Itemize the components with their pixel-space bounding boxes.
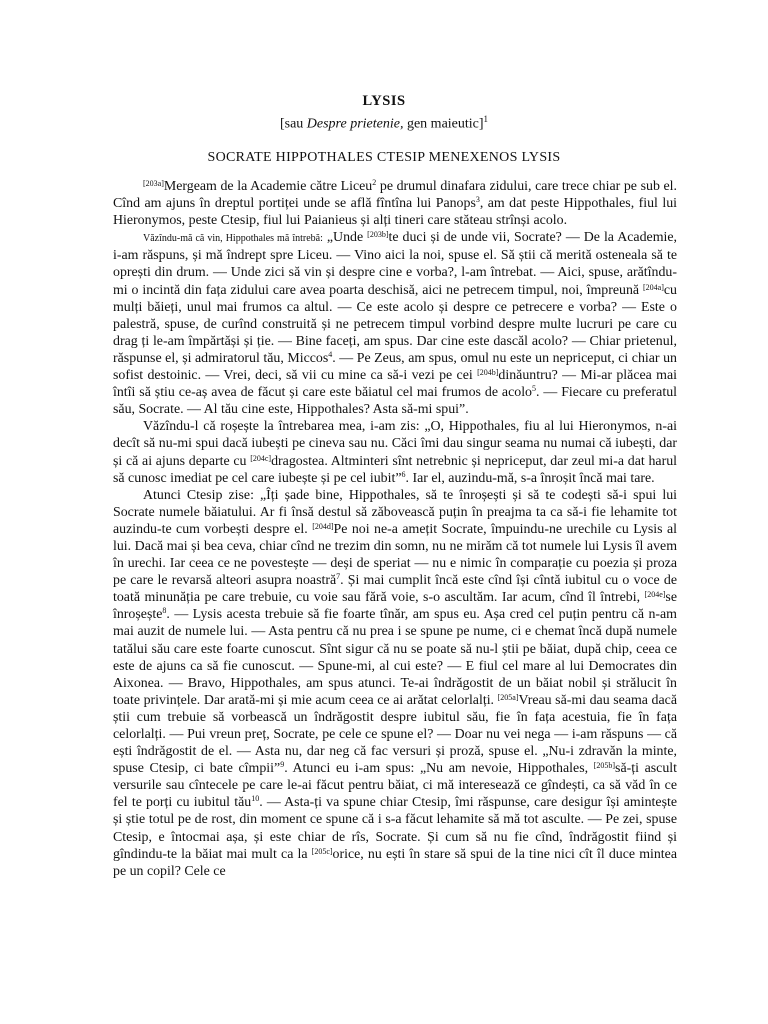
text-run: . Atunci eu i-am spus: „Nu am nevoie, Hippothales, bbox=[284, 761, 594, 777]
text-run: . Și mai cumplit încă este cînd își cîntă iubitul cu o voce de toată minunăția pe care trebuie, cu voie sau fără voie, s-o ascultăm. Iar acum, cînd îl întrebi, bbox=[113, 573, 677, 606]
stephanus-marker: [204b] bbox=[477, 368, 499, 378]
text-run: dinăuntru? — Mi-ar plăcea mai întîi să știu ce-aș avea de făcut și care este băiatul cel mai frumos de acolo bbox=[113, 368, 678, 401]
stephanus-marker: [203b] bbox=[367, 230, 389, 240]
footnote-ref[interactable]: 3 bbox=[475, 195, 480, 205]
text-run: . — Pe Zeus, am spus, omul nu este un nepriceput, ci chiar un sofist destoinic. — Vrei, deci, să vii cu mine ca să-i vezi pe cei bbox=[113, 350, 677, 384]
document-title: LYSIS bbox=[362, 93, 406, 109]
document-header bbox=[0, 92, 768, 134]
small-intro-text: Văzîndu-mă că vin, Hippothales mă întrebă: bbox=[143, 233, 323, 245]
footnote-ref[interactable]: 8 bbox=[162, 606, 167, 616]
paragraph bbox=[113, 418, 677, 486]
text-run: Vreau să-mi dau seama dacă știi cum trebuie să vorbească un îndrăgostit despre iubitul său, fie în fața acestuia, fie în fața celorlalți. — Pui vreun preț, Socrate, pe cele ce spune el? — Doar nu vei nega — i-am răspuns — că ești îndrăgostit de el. — Asta nu, dar neg că fac versuri și proză, spuse el. „Nu-i zdravăn la minte, spuse Ctesip, ci bate cîmpii” bbox=[113, 692, 677, 777]
text-run: Mergeam de la Academie către Liceu bbox=[163, 179, 373, 194]
text-run: . — Fiecare cu preferatul său, Socrate. — Al tău cine este, Hippothales? Asta să-mi spui”. bbox=[113, 385, 678, 418]
text-run: dragostea. Altminteri sînt netrebnic și nepriceput, dar zeul mi-a dat harul să cunosc imediat pe cel care iubește și pe cel iubit” bbox=[113, 453, 677, 486]
paragraph bbox=[113, 229, 677, 418]
stephanus-marker: [204d] bbox=[312, 521, 334, 531]
paragraph bbox=[113, 178, 677, 229]
text-run: Văzîndu-l că roșește la întrebarea mea, i-am zis: „O, Hippothales, fiu al lui Hieronymos, n-ai decît să nu-mi spui dacă iubești pe cineva sau nu. Căci îmi dau singur seama nu numai că iubești, dar și că ai ajuns departe cu bbox=[113, 419, 677, 469]
text-run: te duci și de unde vii, Socrate? — De la Academie, i-am răspuns, și mă îndrept spre Liceu. — Vino aici la noi, spuse el. Să știi că merită osteneala să te oprești din drum. — Unde zici să vin și despre cine e vorba?, l-am întrebat. — Aici, spuse, arătîndu-mi o incintă din fața zidului care avea poarta deschisă, aici ne petrecem timpul, noi, împreună bbox=[113, 230, 677, 298]
subtitle-prefix: [sau bbox=[279, 116, 307, 132]
text-run: . — Asta-ți va spune chiar Ctesip, îmi răspunse, care desigur își amintește și știe totul pe de rost, din moment ce spune că i s-a făcut lehamite să mă tot asculte. — Pe zei, spuse Ctesip, e întocmai așa, și este chiar de rîs, Socrate. Și cum să nu fie cînd, îndrăgostit fiind și gîndindu-te la băiat mai mult ca la bbox=[113, 795, 677, 862]
text-run: , am dat peste Hippothales, fiul lui Hieronymos, peste Ctesip, fiul lui Paianieus și alți tineri care stăteau strînși acolo. bbox=[113, 196, 678, 229]
text-run: . — Lysis acesta trebuie să fie foarte tînăr, am spus eu. Așa cred cel puțin pentru că n-am mai auzit de numele lui. — Asta pentru că nu prea i se spune pe nume, ci e chemat încă după numele tatălui său care este foarte cunoscut. Sînt sigur că nu se poate să nu-l știi pe băiat, după chip, ceea ce este de ajuns ca să fie cunoscut. — Spune-mi, al cui este? — E fiul cel mare al lui Democrates din Aixonea. — Bravo, Hippothales, am spus atunci. Te-ai îndrăgostit de un băiat nobil și strălucit în toate privințele. Dar arată-mi și mie acum ceea ce ai arătat celorlalți. bbox=[113, 607, 677, 708]
speakers-list: SOCRATE HIPPOTHALES CTESIP MENEXENOS LYSIS bbox=[207, 150, 561, 165]
text-run: . Iar el, auzindu-mă, s-a înroșit încă mai tare. bbox=[405, 470, 655, 486]
stephanus-marker: [204a] bbox=[642, 282, 664, 292]
text-run: Atunci Ctesip zise: „Îți șade bine, Hippothales, să te înroșești și să te codești să-i spui lui Socrate numele băiatului. Ar fi însă destul să zăbovească puțin în preajma ta ca să-i fie lehamite tot auzindu-te cum vorbești despre el. bbox=[113, 487, 677, 537]
text-run: „Unde bbox=[322, 230, 368, 246]
document-body bbox=[113, 178, 677, 880]
stephanus-marker: [205c] bbox=[311, 846, 333, 856]
subtitle-suffix: gen maieutic] bbox=[403, 116, 484, 132]
footnote-ref[interactable]: 9 bbox=[280, 760, 285, 770]
paragraph bbox=[113, 487, 677, 880]
stephanus-marker: [203a] bbox=[143, 179, 164, 188]
footnote-ref[interactable]: 10 bbox=[251, 794, 260, 804]
footnote-ref[interactable]: 1 bbox=[483, 114, 489, 124]
document-subtitle bbox=[0, 110, 768, 134]
text-run: se înroșește bbox=[113, 590, 677, 623]
text-run: orice, nu ești în stare să spui de la tine nici cît îl duce mintea pe un copil? Cele ce bbox=[113, 846, 677, 879]
text-run: să-ți ascult versurile sau cîntecele pe care le-ai făcut pentru băiat, ci mă interesează ce gîndești, ca să văd în ce fel te porți cu iubitul tău bbox=[113, 761, 677, 811]
stephanus-marker: [205a] bbox=[497, 692, 519, 702]
footnote-ref[interactable]: 4 bbox=[328, 349, 333, 359]
subtitle-italic: Despre prietenie, bbox=[306, 116, 404, 132]
text-run: pe drumul dinafara zidului, care trece chiar pe sub el. Cînd am ajuns în dreptul portiței unde se află fîntîna lui Panops bbox=[113, 179, 678, 212]
text-run: Pe noi ne-a amețit Socrate, împuindu-ne urechile cu Lysis al lui. Dacă mai și bea ceva, chiar cînd ne trezim din somn, nu ne mirăm că tot numele lui Lysis îl avem în urechi. Iar ceea ce ne povestește — deși de speriat — nu e nimic în comparație cu poezia și proza pe care le revarsă alteori asupra noastră bbox=[113, 521, 677, 589]
stephanus-marker: [204e] bbox=[644, 590, 666, 600]
footnote-ref[interactable]: 7 bbox=[336, 572, 341, 582]
footnote-ref[interactable]: 2 bbox=[372, 178, 377, 187]
text-run: cu mulți băieți, unul mai frumos ca altul. — Ce este acolo și despre ce petrecere e vorba? — Este o palestră, spuse, de curînd construită și ne petrecem timpul vorbind despre multe lucruri pe care cu drag ți le-am împărtăși și ție. — Bine faceți, am spus. Dar cine este dascăl acolo? — Chiar prietenul, răspunse el, și admiratorul tău, Miccos bbox=[113, 282, 677, 366]
footnote-ref[interactable]: 6 bbox=[401, 469, 406, 479]
footnote-ref[interactable]: 5 bbox=[532, 384, 536, 394]
stephanus-marker: [204c] bbox=[250, 453, 272, 463]
stephanus-marker: [205b] bbox=[593, 761, 616, 771]
